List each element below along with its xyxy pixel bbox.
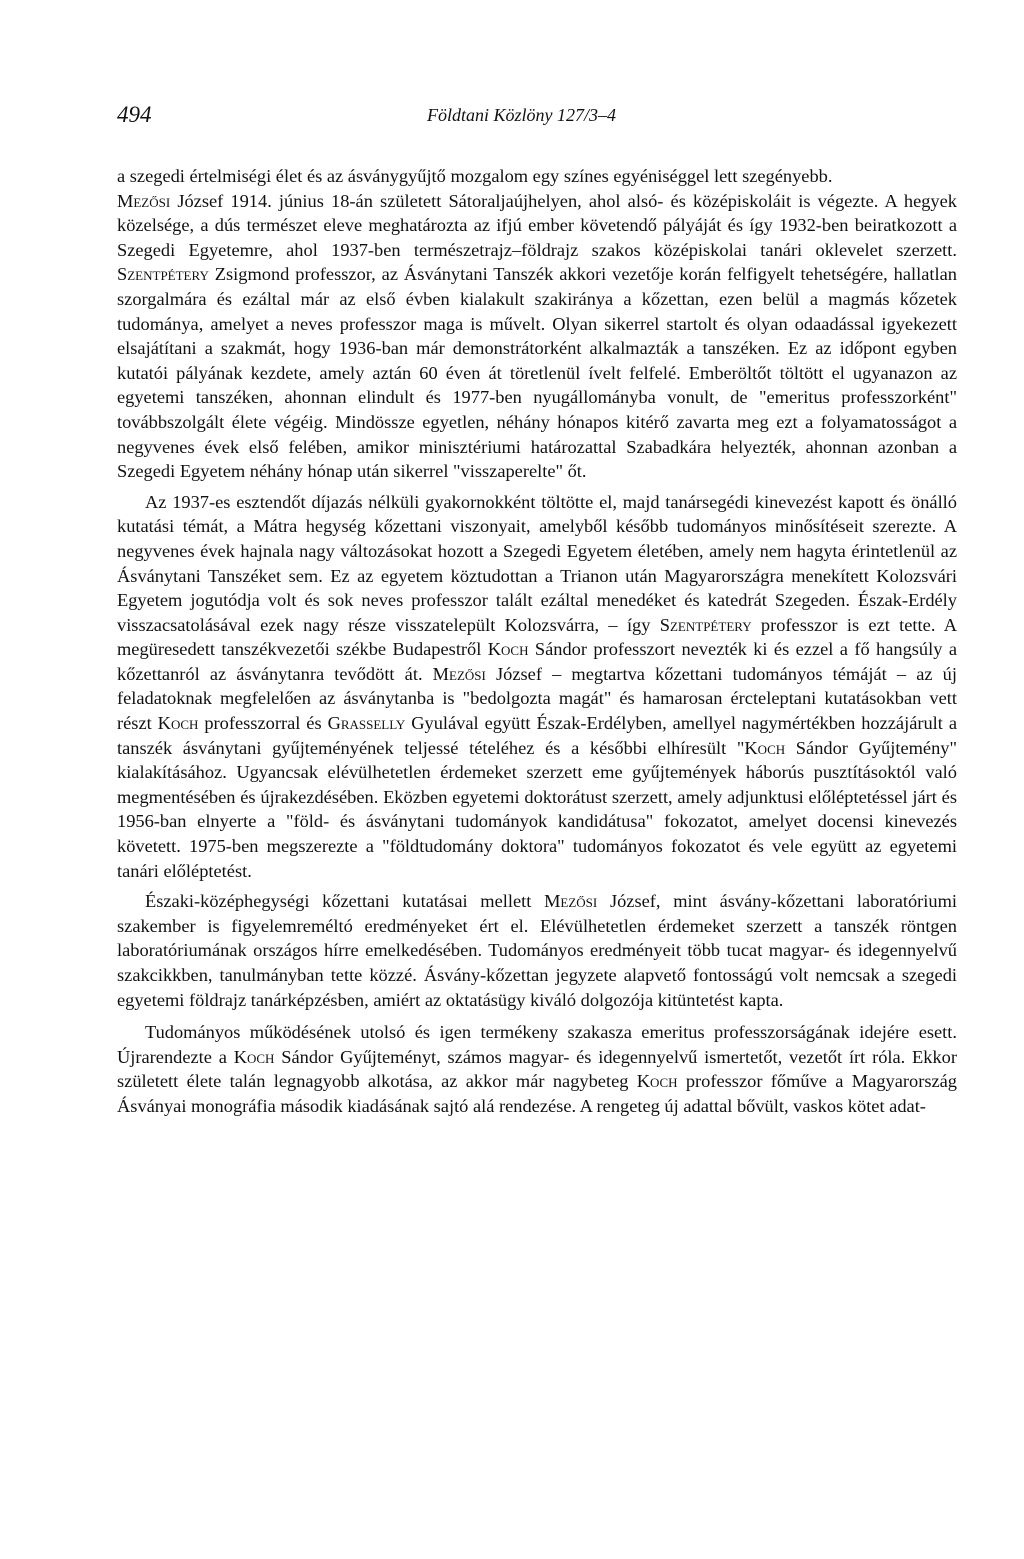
article-body bbox=[117, 164, 957, 1119]
text-run: Északi-középhegységi kőzettani kutatásai mellett bbox=[145, 891, 545, 912]
text-run: Sándor professzort nevezték ki és ezzel a fő hangsúly a kőzettanról az ásványtanra tevődött át. bbox=[117, 639, 957, 684]
text-run: Sándor Gyűjtemény" kialakításához. Ugyancsak elévülhetetlen érdemeket szerzett eme gyűjtemények háborús pusztításoktól való megmentésében és újrakezdésében. Eközben egyetemi doktorátust szerzett, amely adjunktusi előléptetéssel járt és 1956-ban elnyerte a "föld- és ásványtani tudományok kandidátusa" fokozatot, amelyet docensi kinevezés követett. 1975-ben megszerezte a "földtudomány doktora" tudományos fokozatot és vele együtt az egyetemi tanári előléptetést. bbox=[117, 737, 957, 881]
person-name: Grasselly bbox=[327, 713, 406, 734]
text-run: professzorral és bbox=[198, 713, 328, 734]
paragraph bbox=[117, 1020, 957, 1118]
text-run: Zsigmond professzor, az Ásványtani Tanszék akkori vezetője korán felfigyelt tehetségére, hallatlan szorgalmára és ezáltal már az első évben kialakult szakiránya a kőzettan, ezen belül a magmás kőzetek tudománya, amelyet a neves professzor maga is művelt. Olyan sikerrel startolt és olyan odaadással igyekezett elsajátítani a szakmát, hogy 1936-ban már demonstrátorként alkalmazták a tanszéken. Ez az időpont egyben kutatói pályának kezdete, amely aztán 60 éven át töretlenül ívelt felfelé. Emberöltőt töltött el ugyanazon az egyetemi tanszéken, ahonnan elindult és 1977-ben nyugállományba vonult, de "emeritus professzorként" továbbszolgált élete végéig. Mindössze egyetlen, néhány hónapos kitérő zavarta meg ezt a folyamatosságot a negyvenes évek első felében, amikor minisztériumi határozattal Szabadkára helyezték, ahonnan azonban a Szegedi Egyetem néhány hónap után sikerrel "visszaperelte" őt. bbox=[117, 264, 957, 482]
person-name: Koch bbox=[157, 713, 199, 734]
text-run: József, mint ásvány-kőzettani laboratóriumi szakember is figyelemreméltó eredményeket ért el. Elévülhetetlen érdemeket szerzett a tanszék röntgen laboratóriumának országos hírre emelkedésében. Tudományos eredményeit több tucat magyar- és idegennyelvű szakcikkben, tanulmányban tette közzé. Ásvány-kőzettan jegyzete alapvető fontosságú volt nemcsak a szegedi egyetemi földrajz tanárképzésben, amiért az oktatásügy kiváló dolgozója kitüntetést kapta. bbox=[117, 891, 958, 1010]
person-name: Szentpétery bbox=[659, 614, 752, 635]
paragraph bbox=[117, 189, 957, 484]
text-run: professzor főműve a Magyarország Ásványai monográfia második kiadásának sajtó alá rendezése. A rengeteg új adattal bővült, vaskos kötet adat- bbox=[117, 1071, 957, 1116]
person-name: Koch bbox=[636, 1071, 678, 1092]
person-name: Koch bbox=[233, 1046, 275, 1067]
text-run: József – megtartva kőzettani tudományos témáját – az új feladatoknak megfelelően az ásványtanba is "bedolgozta magát" és hamarosan ércteleptani kutatásokban vett részt bbox=[117, 663, 957, 734]
text-run: professzor is ezt tette. A megüresedett tanszékvezetői székbe Budapestről bbox=[117, 614, 957, 660]
paragraph bbox=[117, 889, 957, 1012]
text-run: Tudományos működésének utolsó és igen termékeny szakasza emeritus professzorságának idejére esett. Újrarendezte a bbox=[117, 1022, 957, 1067]
paragraph bbox=[117, 164, 957, 189]
text-run: József 1914. június 18-án született Sátoraljaújhelyen, ahol alsó- és középiskoláit is végezte. A hegyek közelsége, a dús természet eleve meghatározta az ifjú ember követendő pályáját és így 1932-ben beiratkozott a Szegedi Egyetemre, ahol 1937-ben természetrajz–földrajz szakos középiskolai tanári oklevelet szerzett. bbox=[117, 190, 957, 260]
running-title: Földtani Közlöny 127/3–4 bbox=[427, 105, 616, 125]
text-run: Az 1937-es esztendőt díjazás nélküli gyakornokként töltötte el, majd tanársegédi kinevezést kapott és önálló kutatási témát, a Mátra hegység kőzettani viszonyait, amelyből később tudományos minősítéseit szerezte. A negyvenes évek hajnala nagy változásokat hozott a Szegedi Egyetem életében, amely nem hagyta érintetlenül az Ásványtani Tanszéket sem. Ez az egyetem köztudottan a Trianon után Magyarországra menekített Kolozsvári Egyetem jogutódja volt és sok neves professzor talált ezáltal menedéket és katedrát Szegeden. Észak-Erdély visszacsatolásával ezek nagy része visszatelepült Kolozsvárra, – így bbox=[117, 491, 957, 635]
person-name: Mezősi bbox=[117, 190, 171, 211]
person-name: Szentpétery bbox=[117, 264, 209, 285]
text-run: Sándor Gyűjteményt, számos magyar- és idegennyelvű ismertetőt, vezetőt írt róla. Ekkor született élete talán legnagyobb alkotása, az akkor már nagybeteg bbox=[117, 1046, 957, 1092]
person-name: Mezősi bbox=[544, 891, 598, 912]
text-run: Gyulával együtt Észak-Erdélyben, amellyel nagymértékben hozzájárult a tanszék ásványtani gyűjteményének teljessé tételéhez és a későbbi elhíresült " bbox=[117, 713, 957, 758]
page-header bbox=[117, 102, 957, 132]
paragraph bbox=[117, 490, 957, 884]
page-number: 494 bbox=[117, 102, 152, 127]
person-name: Koch bbox=[744, 737, 786, 758]
person-name: Koch bbox=[487, 639, 529, 660]
text-run: a szegedi értelmiségi élet és az ásványgyűjtő mozgalom egy színes egyéniséggel lett szegényebb. bbox=[117, 166, 833, 186]
person-name: Mezősi bbox=[432, 663, 486, 684]
